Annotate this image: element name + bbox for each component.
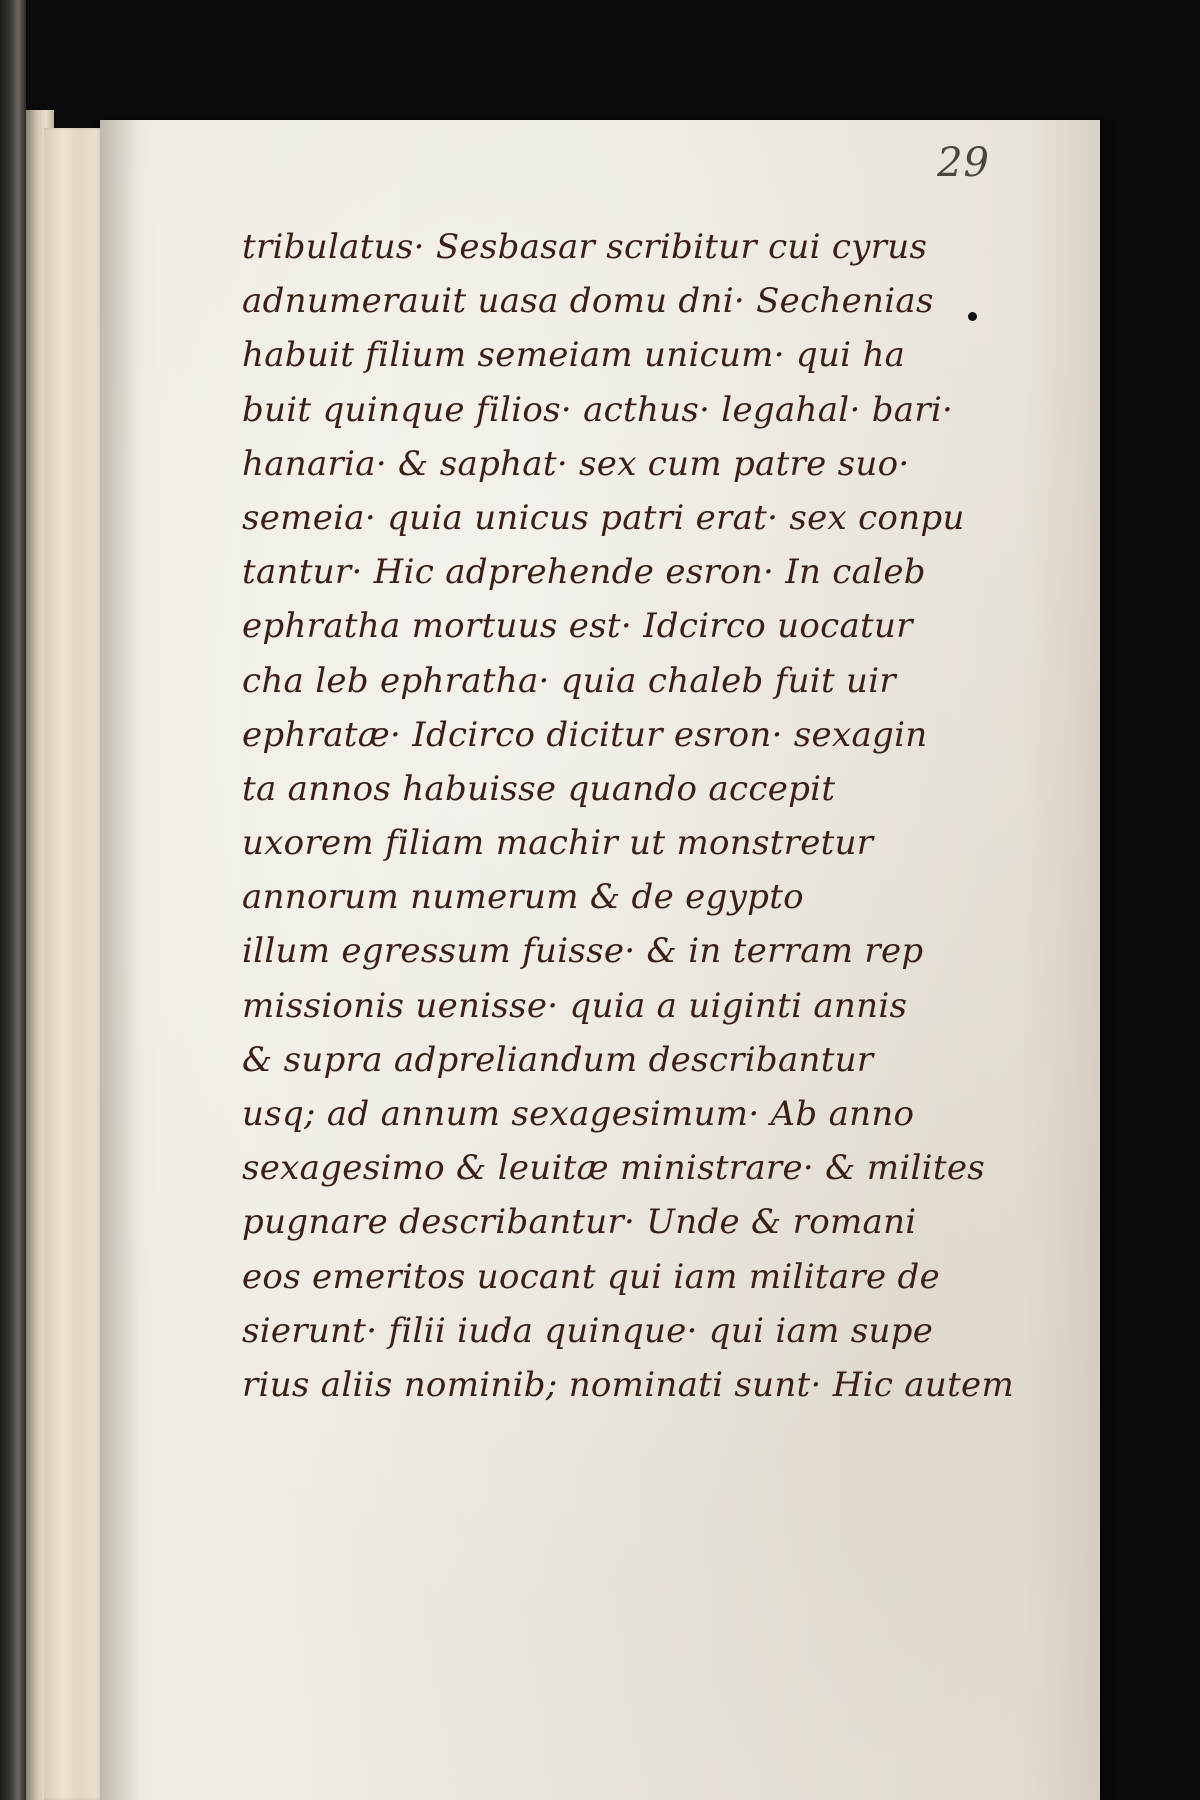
text-line: habuit filium semeiam unicum· qui ha bbox=[242, 335, 906, 376]
text-line: cha leb ephratha· quia chaleb fuit uir bbox=[242, 660, 896, 701]
text-line: adnumerauit uasa domu dni· Sechenias bbox=[242, 281, 934, 322]
text-line: hanaria· & saphat· sex cum patre suo· bbox=[242, 443, 910, 484]
manuscript-page bbox=[100, 120, 1100, 1800]
gutter-shadow bbox=[100, 120, 140, 1800]
text-line: rius aliis nominib; nominati sunt· Hic autem bbox=[242, 1364, 1014, 1405]
text-line: sexagesimo & leuitæ ministrare· & milites bbox=[242, 1148, 985, 1189]
text-line: & supra adpreliandum describantur bbox=[242, 1039, 874, 1080]
text-line: pugnare describantur· Unde & romani bbox=[242, 1202, 917, 1243]
text-line: ephratæ· Idcirco dicitur esron· sexagin bbox=[242, 714, 928, 755]
text-line: illum egressum fuisse· & in terram rep bbox=[242, 931, 924, 972]
text-line: buit quinque filios· acthus· legahal· bari· bbox=[242, 389, 954, 430]
folio-number: 29 bbox=[937, 140, 990, 186]
text-line: ephratha mortuus est· Idcirco uocatur bbox=[242, 606, 913, 647]
text-line: ta annos habuisse quando accepit bbox=[242, 768, 836, 809]
text-line: annorum numerum & de egypto bbox=[242, 877, 804, 918]
book-binding bbox=[0, 0, 26, 1800]
text-line: tantur· Hic adprehende esron· In caleb bbox=[242, 552, 926, 593]
text-line: tribulatus· Sesbasar scribitur cui cyrus bbox=[242, 227, 928, 267]
page-edges bbox=[44, 128, 106, 1800]
text-line: usq; ad annum sexagesimum· Ab anno bbox=[242, 1094, 915, 1134]
text-line: eos emeritos uocant qui iam militare de bbox=[242, 1256, 940, 1297]
text-line: uxorem filiam machir ut monstretur bbox=[242, 823, 874, 864]
text-line: missionis uenisse· quia a uiginti annis bbox=[242, 985, 908, 1026]
text-block bbox=[242, 220, 1062, 1412]
text-line: semeia· quia unicus patri erat· sex conpu bbox=[242, 497, 965, 538]
text-line: sierunt· filii iuda quinque· qui iam supe bbox=[242, 1310, 934, 1351]
